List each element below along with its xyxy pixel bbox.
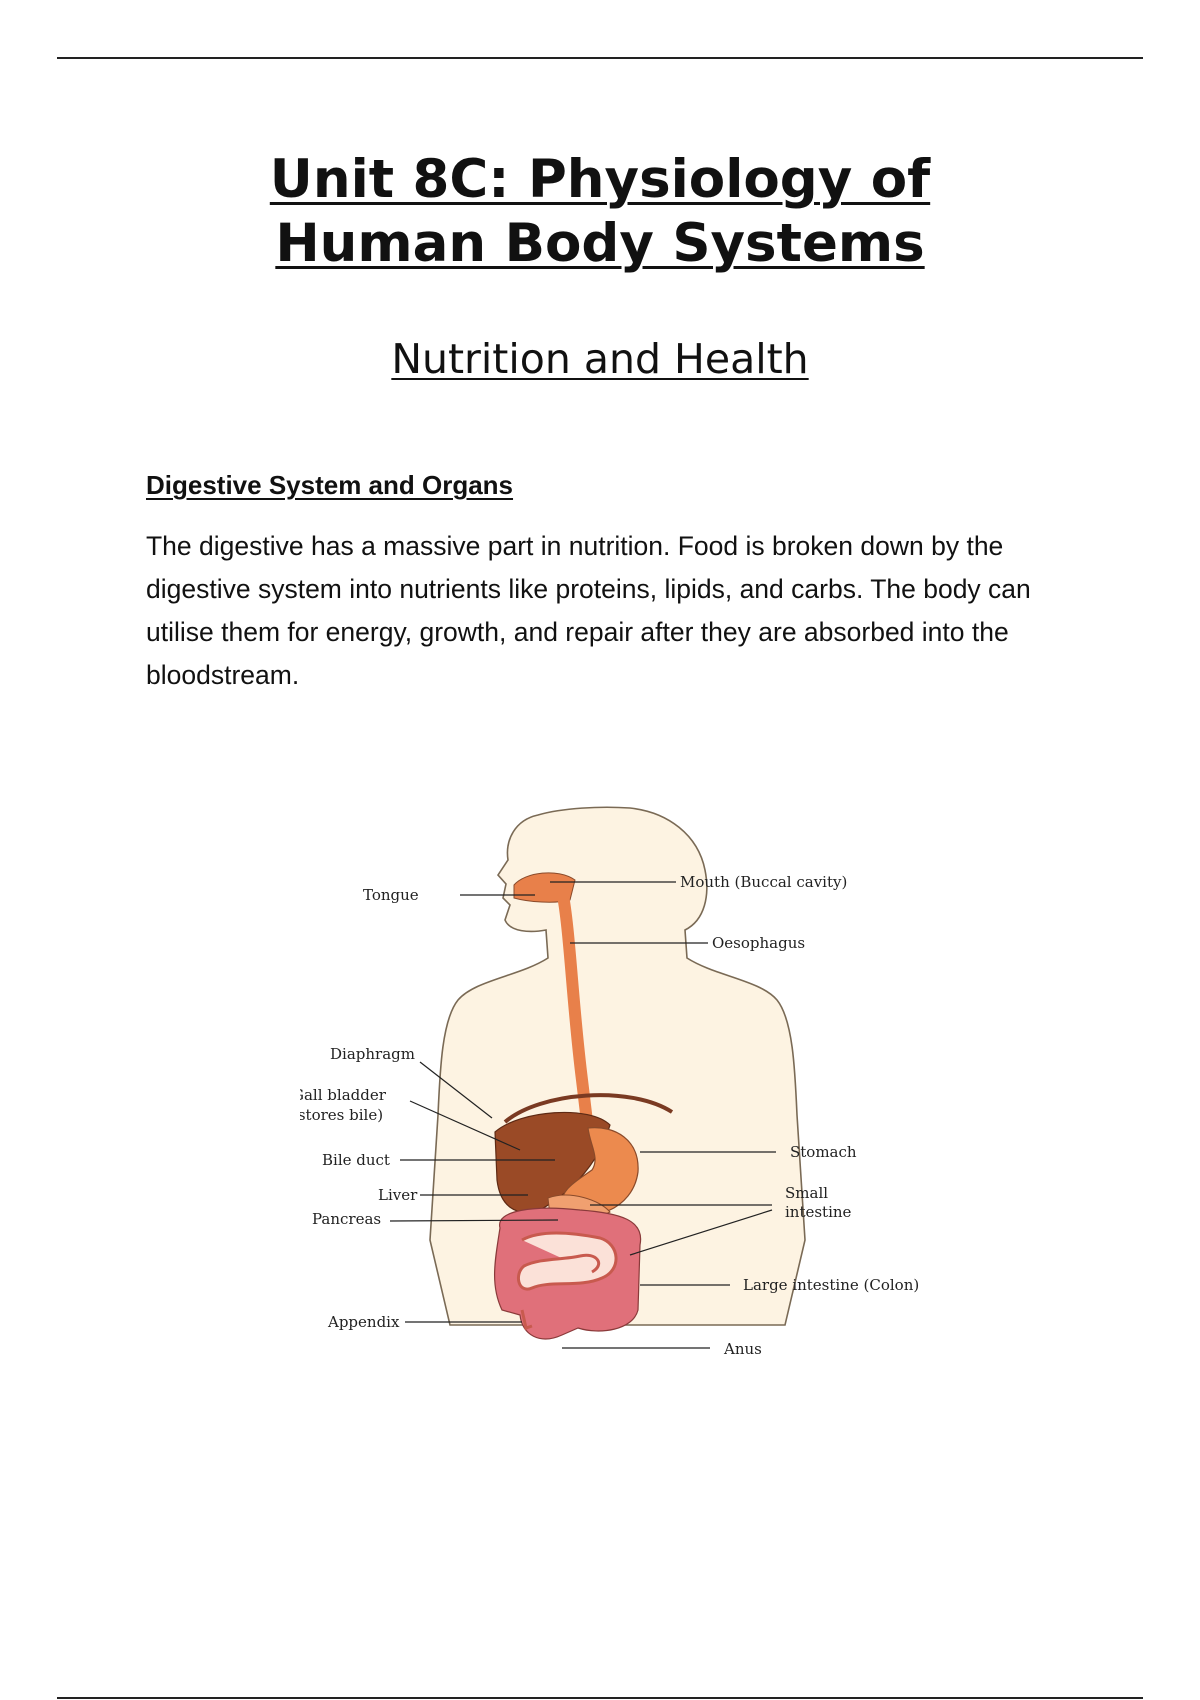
label-diaphragm: Diaphragm bbox=[330, 1045, 415, 1063]
label-mouth: Mouth (Buccal cavity) bbox=[680, 873, 848, 891]
label-anus: Anus bbox=[724, 1340, 762, 1358]
title-line-1: Unit 8C: Physiology of bbox=[269, 149, 931, 210]
label-gall-bladder-1: Gall bladder bbox=[300, 1086, 386, 1104]
title-line-2: Human Body Systems bbox=[275, 213, 925, 274]
bottom-rule bbox=[57, 1697, 1143, 1699]
body-paragraph: The digestive has a massive part in nutrition. Food is broken down by the digestive system into nutrients like proteins, lipids, and carbs. The body can utilise them for energy, growth, and repair after they are absorbed into the bloodstream. bbox=[146, 531, 1031, 690]
label-pancreas: Pancreas bbox=[312, 1210, 382, 1228]
subtitle-text: Nutrition and Health bbox=[391, 335, 809, 383]
label-small-intestine-1: Small bbox=[785, 1184, 829, 1202]
label-liver: Liver bbox=[378, 1186, 418, 1204]
section-heading: Digestive System and Organs bbox=[146, 470, 514, 500]
label-bile-duct: Bile duct bbox=[322, 1151, 390, 1169]
page-title bbox=[0, 148, 1200, 276]
label-large-intestine: Large intestine (Colon) bbox=[743, 1276, 920, 1294]
label-tongue: Tongue bbox=[363, 886, 419, 904]
digestive-system-illustration bbox=[300, 780, 950, 1380]
label-gall-bladder-2: (stores bile) bbox=[300, 1106, 384, 1124]
page-subtitle bbox=[0, 334, 1200, 384]
top-rule bbox=[57, 57, 1143, 59]
label-appendix: Appendix bbox=[328, 1313, 400, 1331]
digestive-system-diagram bbox=[300, 780, 950, 1380]
label-stomach: Stomach bbox=[790, 1143, 857, 1161]
label-oesophagus: Oesophagus bbox=[712, 934, 806, 952]
label-small-intestine-2: intestine bbox=[785, 1203, 852, 1221]
